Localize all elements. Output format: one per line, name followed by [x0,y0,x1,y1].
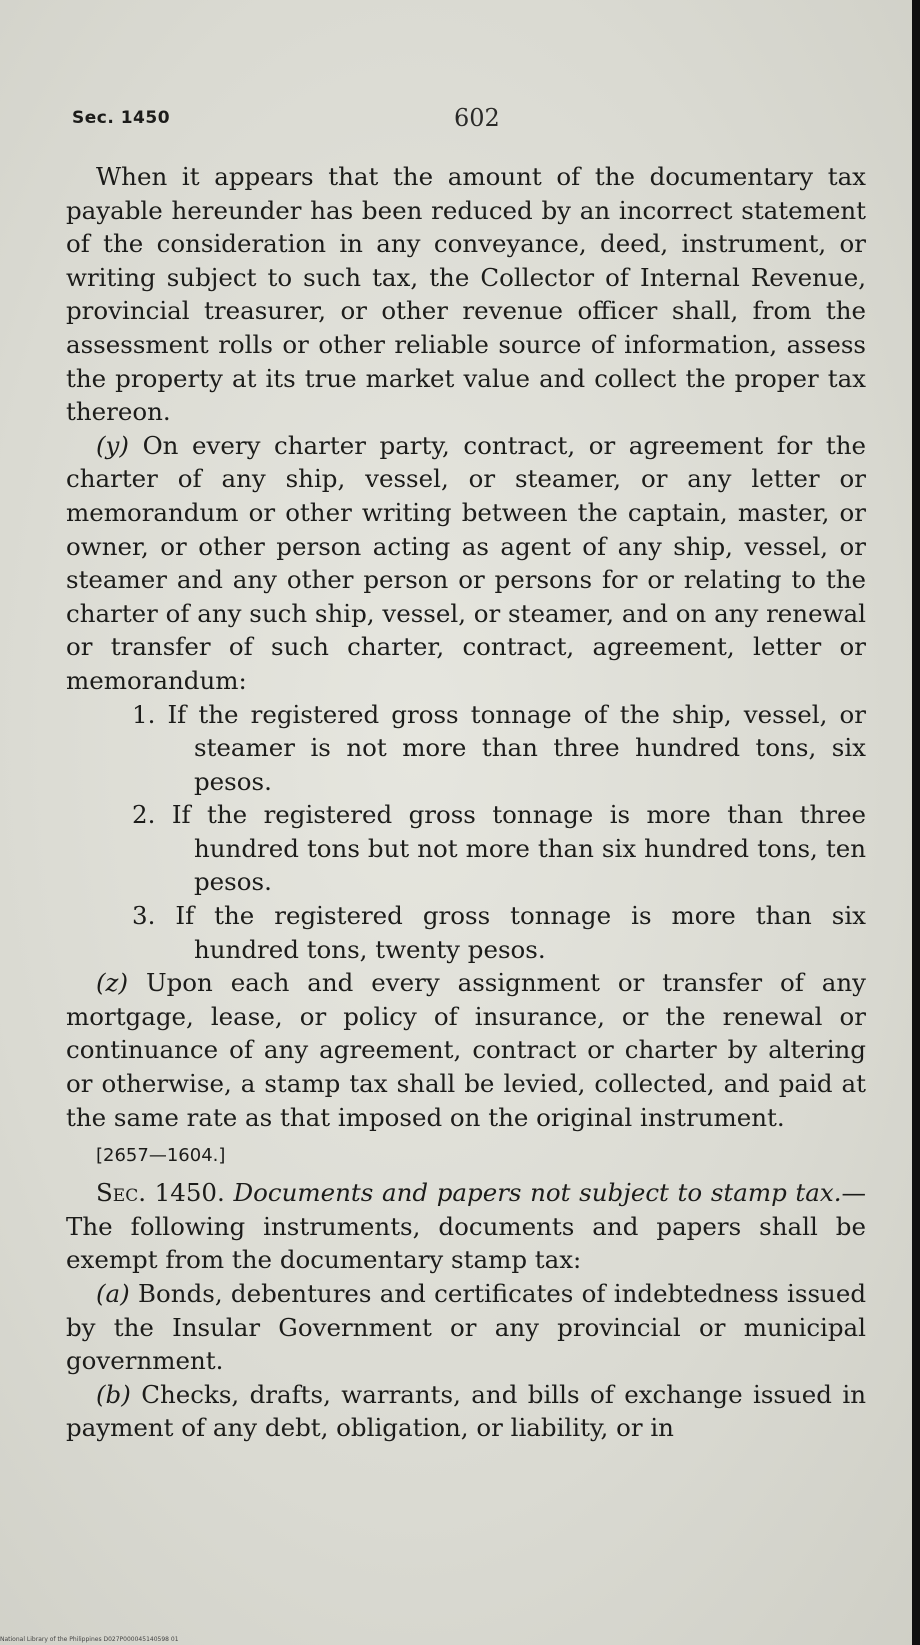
section-text: —The following instruments, documents and papers shall be exempt from the documentary stamp tax: [66,1178,866,1275]
list-item: 2. If the registered gross tonnage is more than three hundred tons but not more than six hundred tons, ten pesos. [132,800,866,897]
paragraph-label-a: (a) [96,1279,130,1308]
page-edge [912,0,920,1645]
section-number: 1450. [146,1178,234,1208]
paragraph-label-b: (b) [96,1379,131,1409]
paragraph-text: On every charter party, contract, or agreement for the charter of any ship, vessel, or steamer, or any letter or memorandum or other writing between the captain, master, or owner, or other person acting as agent of any ship, vessel, or steamer and any other person or persons for or relating to the charter of any such ship, vessel, or steamer, and on any renewal or transfer of such charter, contract, agreement, letter or memorandum: [66,430,866,695]
paragraph-label-y: (y) [96,430,129,460]
paragraph-z [66,966,866,1134]
page-body [66,160,866,1445]
section-title: Documents and papers not subject to stamp tax. [233,1178,842,1208]
paragraph-b [66,1378,866,1445]
list-item: 1. If the registered gross tonnage of the ship, vessel, or steamer is not more than three hundred tons, six pesos. [132,699,866,796]
paragraph-a [66,1277,866,1378]
legislative-citation: [2657—1604.] [96,1145,226,1167]
running-section-label: Sec. 1450 [72,108,171,128]
scan-footer-note: National Library of the Philippines D027P000045140598 01 [0,1636,179,1643]
page-header [72,98,872,138]
paragraph-y [66,429,866,698]
section-label: Sec. [96,1178,146,1208]
paragraph-text: Upon each and every assignment or transfer of any mortgage, lease, or policy of insurance, or the renewal or continuance of any agreement, contract or charter by altering or otherwise, a stamp tax shall be levied, collected, and paid at the same rate as that imposed on the original instrument. [66,968,866,1132]
paragraph-text: Bonds, debentures and certificates of indebtedness issued by the Insular Government or any provincial or municipal government. [66,1279,866,1376]
paragraph-label-z: (z) [96,968,129,998]
page-number: 602 [454,104,500,132]
list-item: 3. If the registered gross tonnage is more than six hundred tons, twenty pesos. [132,901,866,964]
paragraph-incorrect-statement [66,160,866,429]
section-1450-heading [66,1176,866,1277]
paragraph-text: When it appears that the amount of the documentary tax payable hereunder has been reduced by an incorrect statement of the consideration in any conveyance, deed, instrument, or writing subject to such tax, the Collector of Internal Revenue, provincial treasurer, or other revenue officer shall, from the assessment rolls or other reliable source of information, assess the property at its true market value and collect the proper tax thereon. [66,162,866,427]
paragraph-text: Checks, drafts, warrants, and bills of exchange issued in payment of any debt, obligation, or liability, or in [66,1379,866,1443]
